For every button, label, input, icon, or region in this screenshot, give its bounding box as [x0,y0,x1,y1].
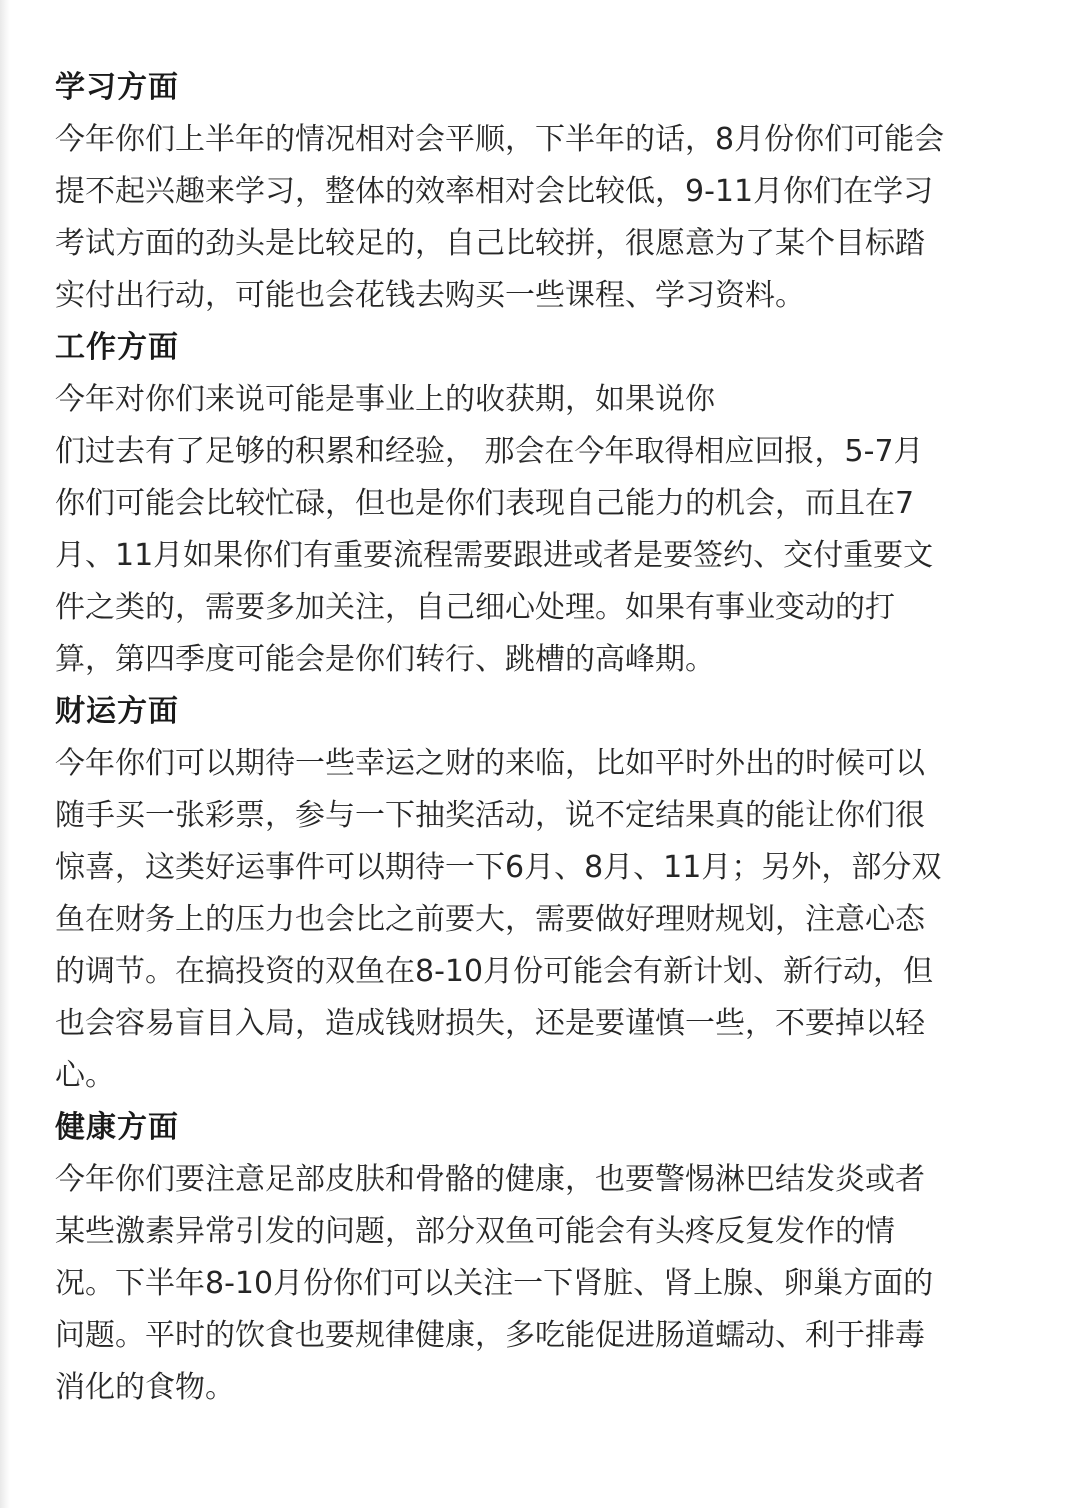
paragraph-line: 况。下半年8-10月份你们可以关注一下肾脏、肾上腺、卵巢方面的 [55,1266,934,1301]
paragraph-line: 今年你们可以期待一些幸运之财的来临，比如平时外出的时候可以 [55,746,925,781]
section-heading: 财运方面 [55,694,179,729]
paragraph-line: 考试方面的劲头是比较足的，自己比较拼，很愿意为了某个目标踏 [55,226,925,261]
section-work [55,322,1055,686]
paragraph-line: 提不起兴趣来学习，整体的效率相对会比较低，9-11月你们在学习 [55,174,934,209]
section-health [55,1102,1055,1414]
paragraph-line: 月、11月如果你们有重要流程需要跟进或者是要签约、交付重要文 [55,538,934,573]
paragraph-line: 今年你们要注意足部皮肤和骨骼的健康，也要警惕淋巴结发炎或者 [55,1162,925,1197]
paragraph-line: 今年对你们来说可能是事业上的收获期，如果说你 [55,382,715,417]
section-heading: 学习方面 [55,70,179,105]
paragraph-line: 的调节。在搞投资的双鱼在8-10月份可能会有新计划、新行动，但 [55,954,934,989]
paragraph-line: 某些激素异常引发的问题，部分双鱼可能会有头疼反复发作的情 [55,1214,895,1249]
paragraph-line: 问题。平时的饮食也要规律健康，多吃能促进肠道蠕动、利于排毒 [55,1318,925,1353]
paragraph-line: 你们可能会比较忙碌，但也是你们表现自己能力的机会，而且在7 [55,486,915,521]
paragraph-line: 心。 [55,1058,115,1093]
paragraph-line: 消化的食物。 [55,1370,235,1405]
paragraph-line: 们过去有了足够的积累和经验， 那会在今年取得相应回报，5-7月 [55,434,924,469]
section-heading: 工作方面 [55,330,179,365]
paragraph-line: 随手买一张彩票，参与一下抽奖活动，说不定结果真的能让你们很 [55,798,925,833]
article-body [55,62,1055,1414]
section-heading: 健康方面 [55,1110,179,1145]
paragraph-line: 件之类的，需要多加关注，自己细心处理。如果有事业变动的打 [55,590,895,625]
left-edge-shadow [0,0,10,1508]
paragraph-line: 实付出行动，可能也会花钱去购买一些课程、学习资料。 [55,278,805,313]
paragraph-line: 鱼在财务上的压力也会比之前要大，需要做好理财规划，注意心态 [55,902,925,937]
section-wealth [55,686,1055,1102]
paragraph-line: 算，第四季度可能会是你们转行、跳槽的高峰期。 [55,642,715,677]
paragraph-line: 今年你们上半年的情况相对会平顺，下半年的话，8月份你们可能会 [55,122,945,157]
paragraph-line: 也会容易盲目入局，造成钱财损失，还是要谨慎一些，不要掉以轻 [55,1006,925,1041]
section-study [55,62,1055,322]
paragraph-line: 惊喜，这类好运事件可以期待一下6月、8月、11月；另外，部分双 [55,850,942,885]
